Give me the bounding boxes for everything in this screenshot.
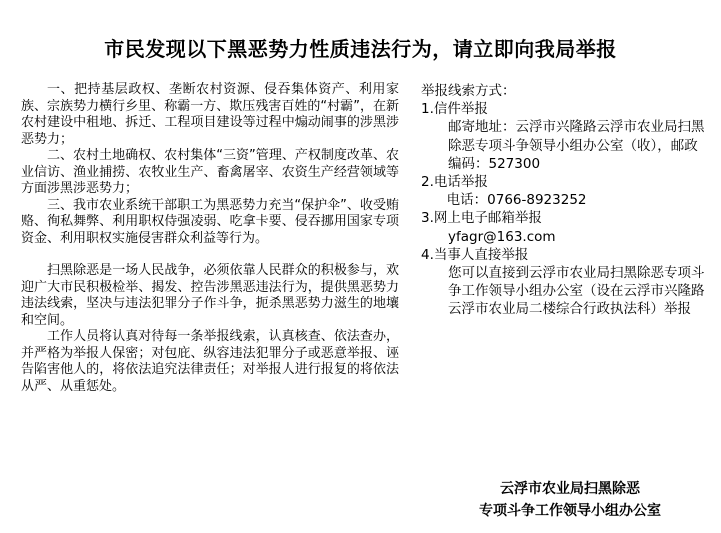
- page-title: 市民发现以下黑恶势力性质违法行为，请立即向我局举报: [104, 37, 617, 61]
- channel-letter-label: 1.信件举报: [421, 101, 488, 118]
- paragraph-confidentiality: 工作人员将认真对待每一条举报线索，认真核查、依法查办，并严格为举报人保密；对包庇、纵容违法犯罪分子或恶意举报、诬告陷害他人的，将依法追究法律责任；对举报人进行报复的将依法从严、从重惩处。: [21, 329, 399, 394]
- paragraph-people-war: 扫黑除恶是一场人民战争，必须依靠人民群众的积极参与，欢迎广大市民积极检举、揭发、控告涉黑恶违法行为，提供黑恶势力违法线索，坚决与违法犯罪分子作斗争，扼杀黑恶势力滋生的地壤和空间。: [21, 263, 399, 328]
- paragraph-village-tyrants: 一、把持基层政权、垄断农村资源、侵吞集体资产、利用家族、宗族势力横行乡里、称霸一方、欺压残害百姓的“村霸”，在新农村建设中租地、拆迁、工程项目建设等过程中煽动闹事的涉黑涉恶势力；: [21, 82, 399, 147]
- email-address: yfagr@163.com: [448, 228, 556, 245]
- report-scope-column: [21, 82, 399, 395]
- signature-line-1: 云浮市农业局扫黑除恶: [500, 481, 640, 497]
- signature-block: [440, 478, 700, 522]
- channel-direct-label: 4.当事人直接举报: [421, 246, 529, 263]
- channel-phone-label: 2.电话举报: [421, 174, 488, 191]
- signature-line-2: 专项斗争工作领导小组办公室: [479, 503, 661, 519]
- paragraph-rural-fields: 二、农村土地确权、农村集体“三资”管理、产权制度改革、农业信访、渔业捕捞、农牧业生产、畜禽屠宰、农资生产经营领域等方面涉黑涉恶势力；: [21, 148, 399, 196]
- report-channels-column: [421, 82, 711, 319]
- paragraph-protective-umbrella: 三、我市农业系统干部职工为黑恶势力充当“保护伞”、收受贿赂、徇私舞弊、利用职权侍强凌弱、吃拿卡要、侵吞挪用国家专项资金、利用职权实施侵害群众利益等行为。: [21, 197, 399, 246]
- mailing-address: 邮寄地址：云浮市兴隆路云浮市农业局扫黑除恶专项斗争领导小组办公室（收），邮政编码：527300: [448, 119, 705, 172]
- phone-number: 电话：0766-8923252: [446, 192, 587, 209]
- channels-heading: 举报线索方式：: [421, 83, 516, 99]
- direct-report-info: 您可以直接到云浮市农业局扫黑除恶专项斗争工作领导小组办公室（设在云浮市兴隆路云浮市农业局二楼综合行政执法科）举报: [448, 265, 705, 318]
- channel-email-label: 3.网上电子邮箱举报: [421, 210, 542, 227]
